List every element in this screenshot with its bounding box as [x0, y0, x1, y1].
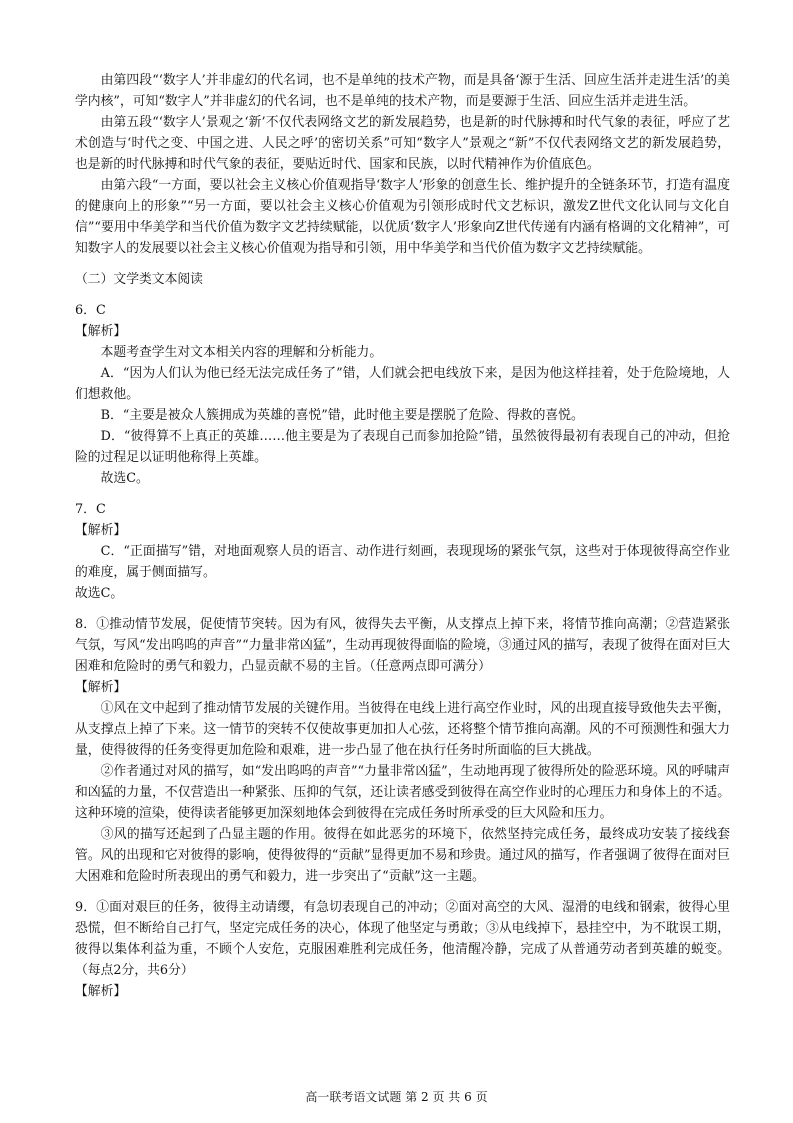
analysis-6-option-a: A．“因为人们认为他已经无法完成任务了”错，人们就会把电线放下来，是因为他这样挂着，处于危险境地，人们想救他。	[75, 366, 730, 402]
answer-7: 7．C	[75, 502, 106, 517]
analysis-6-option-d: D．“彼得算不上真正的英雄……他主要是为了表现自己而参加抢险”错，虽然彼得最初有表现自己的冲动，但抢险的过程足以证明他称得上英雄。	[75, 429, 730, 465]
section-heading: （二）文学类文本阅读	[75, 272, 203, 287]
analysis-6-option-b: B．“主要是被众人簇拥成为英雄的喜悦”错，此时他主要是摆脱了危险、得救的喜悦。	[100, 408, 584, 423]
analysis-8-point-3: ③风的描写还起到了凸显主题的作用。彼得在如此恶劣的环境下，依然坚持完成任务，最终成功安装了接线套管。风的出现和它对彼得的影响，使得彼得的“贡献”显得更加不易和珍贵。通过风的描写，作者强调了彼得在面对巨大困难和危险时所表现出的勇气和毅力，进一步突出了“贡献”这一主题。	[75, 827, 730, 884]
analysis-7-option-c: C．“正面描写”错，对地面观察人员的语言、动作进行刻画，表现现场的紧张气氛，这些对于体现彼得高空作业的难度，属于侧面描写。	[75, 544, 730, 580]
answer-8: 8．①推动情节发展，促使情节突转。因为有风，彼得失去平衡，从支撑点上掉下来，将情节推向高潮；②营造紧张气氛，写风“发出呜呜的声音”“力量非常凶猛”，生动再现彼得面临的险境，③通过风的描写，表现了彼得在面对巨大困难和危险时的勇气和毅力，凸显贡献不易的主旨。（任意两点即可满分）	[75, 617, 730, 674]
paragraph-5th-section: 由第五段“‘数字人’景观之‘新’不仅代表网络文艺的新发展趋势，也是新的时代脉搏和时代气象的表征，呼应了艺术创造与‘时代之变、中国之进、人民之呼’的密切关系”可知“数字人”景观之“新”不仅代表网络文艺的新发展趋势，也是新的时代脉搏和时代气象的表征，要贴近时代、国家和民族，以时代精神作为价值底色。	[75, 115, 730, 172]
analysis-label-9: 【解析】	[75, 984, 127, 999]
analysis-8-point-2: ②作者通过对风的描写，如“发出呜呜的声音”“力量非常凶猛”，生动地再现了彼得所处的险恶环境。风的呼啸声和凶猛的力量，不仅营造出一种紧张、压抑的气氛，还让读者感受到彼得在高空作业时的心理压力和身体上的不适。这种环境的渲染，使得读者能够更加深刻地体会到彼得在完成任务时所承受的巨大风险和压力。	[75, 764, 730, 821]
paragraph-6th-section: 由第六段“一方面，要以社会主义核心价值观指导‘数字人’形象的创意生长、维护提升的全链条环节，打造有温度的健康向上的形象”“另一方面，要以社会主义核心价值观为引领形成时代文艺标识，激发Z世代文化认同与文化自信”“要用中华美学和当代价值为数字文艺持续赋能，以优质‘数字人’形象向Z世代传递有内涵有格调的文化精神”，可知数字人的发展要以社会主义核心价值观为指导和引领，用中华美学和当代价值为数字文艺持续赋能。	[75, 178, 730, 256]
answer-9: 9．①面对艰巨的任务，彼得主动请缨，有急切表现自己的冲动；②面对高空的大风、湿滑的电线和钢索，彼得心里恐慌，但不断给自己打气，坚定完成任务的决心，体现了他坚定与勇敢；③从电线掉下，悬挂空中，为不耽误工期，彼得以集体利益为重，不顾个人安危，克服困难胜利完成任务，他清醒冷静，完成了从普通劳动者到英雄的蜕变。（每点2分，共6分）	[75, 900, 730, 978]
answer-6: 6．C	[75, 303, 106, 318]
analysis-6-intro: 本题考查学生对文本相关内容的理解和分析能力。	[100, 345, 383, 360]
document-body	[75, 70, 730, 1002]
analysis-label-8: 【解析】	[75, 680, 127, 695]
analysis-label-7: 【解析】	[75, 523, 127, 538]
analysis-label-6: 【解析】	[75, 324, 127, 339]
paragraph-4th-section: 由第四段“‘数字人’并非虚幻的代名词，也不是单纯的技术产物，而是具备‘源于生活、回应生活并走进生活’的美学内核”，可知“数字人”并非虚幻的代名词，也不是单纯的技术产物，而是要源于生活、回应生活并走进生活。	[75, 73, 730, 109]
analysis-7-conclusion: 故选C。	[75, 586, 124, 601]
analysis-8-point-1: ①风在文中起到了推动情节发展的关键作用。当彼得在电线上进行高空作业时，风的出现直接导致他失去平衡，从支撑点上掉了下来。这一情节的突转不仅使故事更加扣人心弦，还将整个情节推向高潮。风的不可预测性和强大力量，使得彼得的任务变得更加危险和艰难，进一步凸显了他在执行任务时所面临的巨大挑战。	[75, 701, 730, 758]
analysis-6-conclusion: 故选C。	[100, 471, 149, 486]
page-footer: 高一联考语文试题 第 2 页 共 6 页	[305, 1090, 488, 1104]
